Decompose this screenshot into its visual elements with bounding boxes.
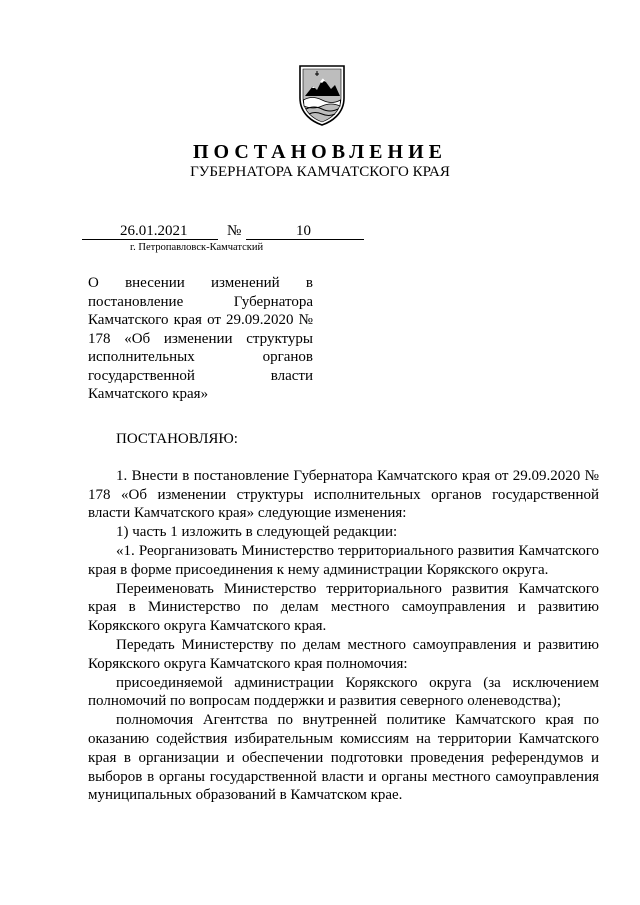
kamchatka-coat-of-arms-icon (297, 62, 347, 126)
document-body (88, 430, 599, 805)
paragraph-2: 1) часть 1 изложить в следующей редакции: (116, 524, 398, 541)
paragraph-4: Переименовать Министерство территориального развития Камчатского края в Министерство по делам местного самоуправления и развитию Корякского округа Камчатского края. (88, 580, 599, 635)
document-subtitle: ГУБЕРНАТОРА КАМЧАТСКОГО КРАЯ (190, 164, 450, 180)
decree-word: ПОСТАНОВЛЯЮ: (116, 431, 238, 447)
paragraph-3: «1. Реорганизовать Министерство территориального развития Камчатского края в форме присоединения к нему администрации Корякского округа. (88, 542, 599, 578)
document-title: ПОСТАНОВЛЕНИЕ (193, 141, 447, 163)
paragraph-5: Передать Министерству по делам местного самоуправления и развитию Корякского округа Камчатского края полномочия: (88, 636, 599, 672)
paragraph-7: полномочия Агентства по внутренней политике Камчатского края по оказанию содействия избирательным комиссиям на территории Камчатского края в организации и обеспечении подготовки проведения референдумов и выборов в органы государственной власти и органы местного самоуправления муниципальных образований в Камчатском крае. (88, 712, 599, 804)
paragraph-6: присоединяемой администрации Корякского округа (за исключением полномочий по вопросам поддержки и развития северного оленеводства); (88, 674, 599, 710)
number-sign: № (227, 223, 242, 239)
document-date: 26.01.2021 (120, 223, 188, 239)
city-label: г. Петропавловск-Камчатский (130, 242, 264, 253)
document-subject: О внесении изменений в постановление Губернатора Камчатского края от 29.09.2020 № 178 «Об изменении структуры исполнительных органов государственной власти Камчатского края» (88, 275, 313, 402)
document-number: 10 (296, 223, 311, 239)
paragraph-1: 1. Внести в постановление Губернатора Камчатского края от 29.09.2020 № 178 «Об изменении структуры исполнительных органов государственной власти Камчатского края» следующие изменения: (88, 467, 599, 522)
date-number-line (82, 223, 364, 241)
